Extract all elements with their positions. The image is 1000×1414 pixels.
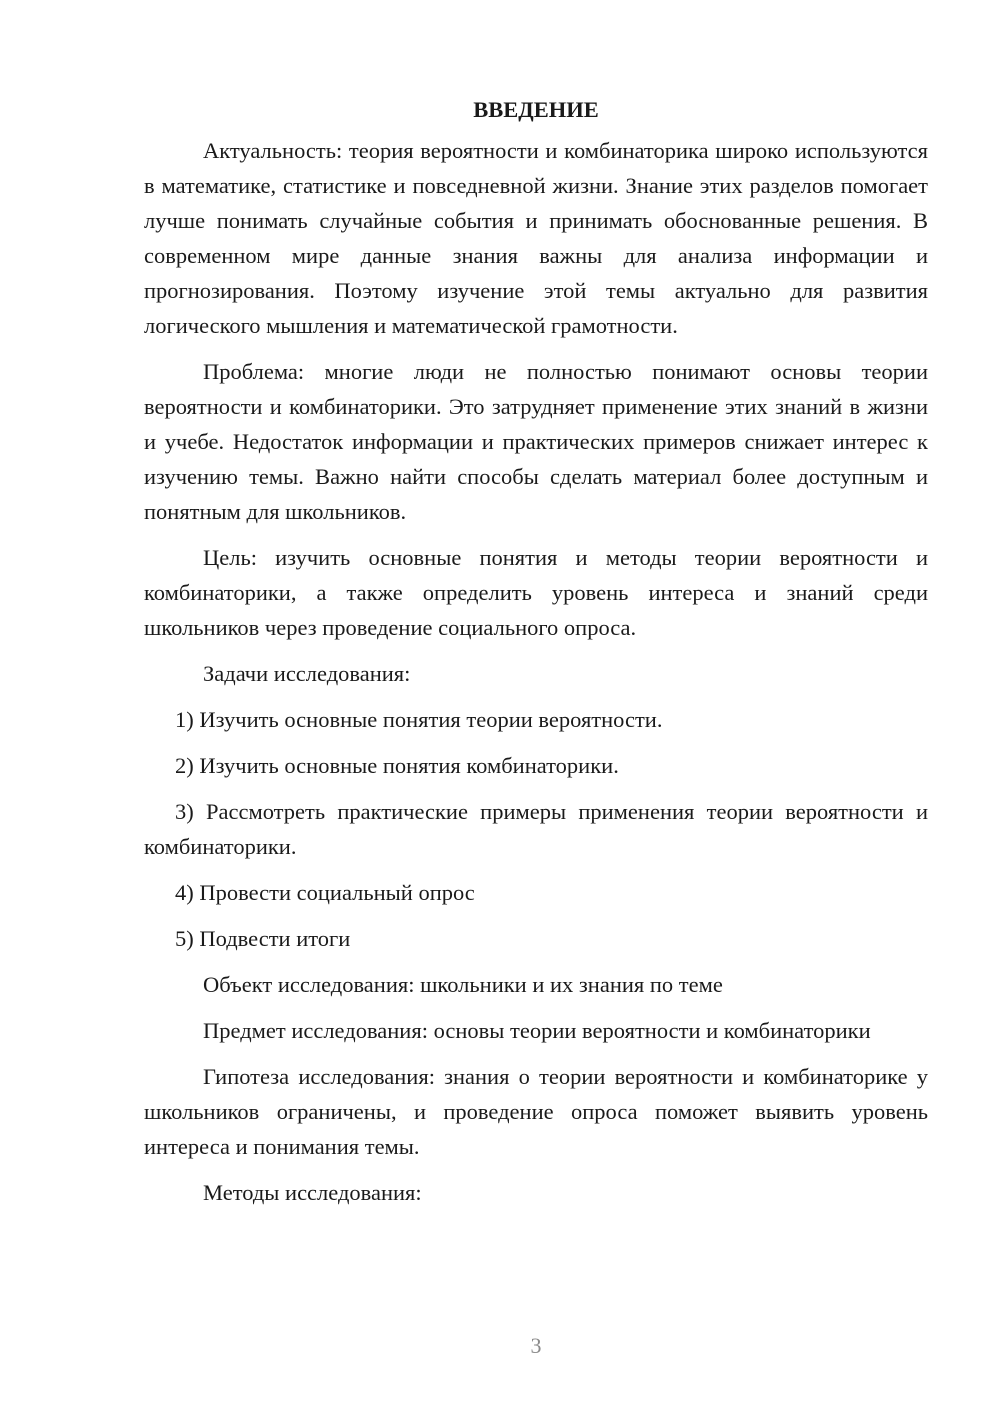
document-body [144,92,928,1221]
goal-paragraph: Цель: изучить основные понятия и методы теории вероятности и комбинаторики, а также определить уровень интереса и знаний среди школьников через проведение социального опроса. [144,545,928,640]
research-subject: Предмет исследования: основы теории вероятности и комбинаторики [203,1018,871,1043]
task-item-1: 1) Изучить основные понятия теории вероятности. [175,707,663,732]
methods-title: Методы исследования: [203,1180,422,1205]
task-item-3: 3) Рассмотреть практические примеры применения теории вероятности и комбинаторики. [144,799,928,859]
task-item-2: 2) Изучить основные понятия комбинаторики. [175,753,619,778]
task-item-5: 5) Подвести итоги [175,926,351,951]
problem-paragraph: Проблема: многие люди не полностью понимают основы теории вероятности и комбинаторики. Это затрудняет применение этих знаний в жизни и учебе. Недостаток информации и практических примеров снижает интерес к изучению темы. Важно найти способы сделать материал более доступным и понятным для школьников. [144,359,928,524]
task-item-4: 4) Провести социальный опрос [175,880,475,905]
page-number: 3 [530,1333,542,1358]
tasks-title: Задачи исследования: [203,661,411,686]
research-object: Объект исследования: школьники и их знания по теме [203,972,723,997]
page-title: ВВЕДЕНИЕ [473,97,599,122]
research-hypothesis: Гипотеза исследования: знания о теории вероятности и комбинаторике у школьников ограничены, и проведение опроса поможет выявить уровень интереса и понимания темы. [144,1064,928,1159]
relevance-paragraph: Актуальность: теория вероятности и комбинаторика широко используются в математике, статистике и повседневной жизни. Знание этих разделов помогает лучше понимать случайные события и принимать обоснованные решения. В современном мире данные знания важны для анализа информации и прогнозирования. Поэтому изучение этой темы актуально для развития логического мышления и математической грамотности. [144,138,928,338]
